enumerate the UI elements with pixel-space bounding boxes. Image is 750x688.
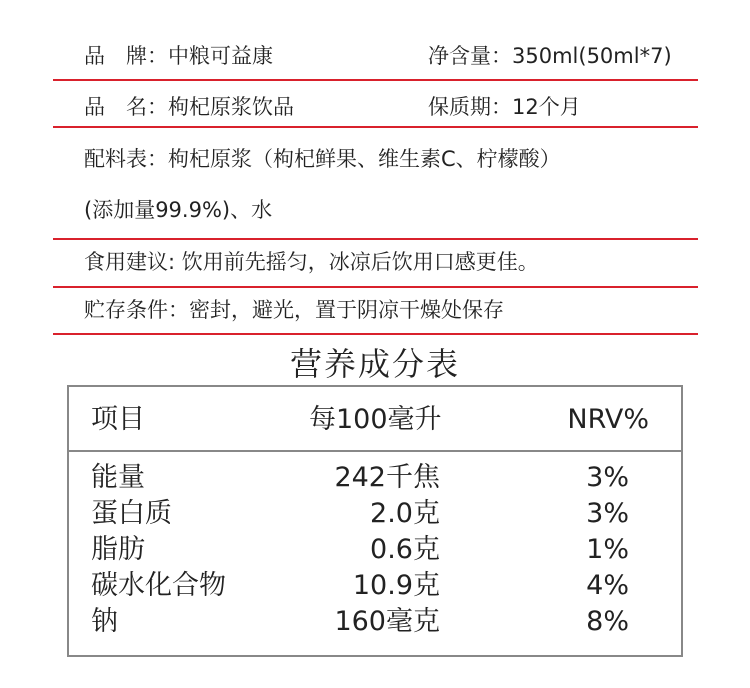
row-nrv: 3% xyxy=(586,498,629,529)
row-amount: 160毫克 xyxy=(334,606,440,637)
row-amount: 0.6克 xyxy=(370,534,440,565)
nutrition-table-title: 营养成分表 xyxy=(289,345,460,383)
row-nrv: 1% xyxy=(586,534,629,565)
brand-value: 中粮可益康 xyxy=(168,44,273,68)
row-nrv: 8% xyxy=(586,606,629,637)
row-item: 碳水化合物 xyxy=(91,570,226,601)
row-nrv: 4% xyxy=(586,570,629,601)
red-rule xyxy=(53,238,698,240)
header-divider xyxy=(69,450,681,452)
row-amount: 10.9克 xyxy=(352,570,440,601)
ingredients-line-2: (添加量99.9%)、水 xyxy=(84,198,273,222)
shelf-life-label: 保质期： xyxy=(428,95,512,119)
net-content-label: 净含量： xyxy=(428,44,512,68)
header-item: 项目 xyxy=(91,404,145,435)
brand-label: 品 牌： xyxy=(84,44,168,68)
header-per-100ml: 每100毫升 xyxy=(309,404,442,435)
row-item: 蛋白质 xyxy=(91,498,172,529)
product-name-row xyxy=(84,93,294,121)
net-content-value: 350ml(50ml*7) xyxy=(512,44,672,68)
row-amount: 242千焦 xyxy=(334,462,440,493)
net-content-row xyxy=(428,42,672,70)
red-rule xyxy=(53,286,698,288)
red-rule xyxy=(53,126,698,128)
usage-suggestion: 食用建议: 饮用前先摇匀，冰凉后饮用口感更佳。 xyxy=(84,250,539,274)
product-name-value: 枸杞原浆饮品 xyxy=(168,95,294,119)
red-rule xyxy=(53,79,698,81)
row-item: 脂肪 xyxy=(91,534,145,565)
row-item: 能量 xyxy=(91,462,145,493)
brand-row xyxy=(84,42,273,70)
nutrition-table xyxy=(67,385,683,657)
product-name-label: 品 名： xyxy=(84,95,168,119)
row-nrv: 3% xyxy=(586,462,629,493)
shelf-life-value: 12个月 xyxy=(512,95,581,119)
ingredients-line-1: 配料表：枸杞原浆（枸杞鲜果、维生素C、柠檬酸） xyxy=(84,147,561,171)
row-amount: 2.0克 xyxy=(370,498,440,529)
red-rule xyxy=(53,333,698,335)
storage-conditions: 贮存条件：密封，避光，置于阴凉干燥处保存 xyxy=(84,298,504,322)
header-nrv: NRV% xyxy=(567,404,649,435)
row-item: 钠 xyxy=(91,606,118,637)
shelf-life-row xyxy=(428,93,581,121)
